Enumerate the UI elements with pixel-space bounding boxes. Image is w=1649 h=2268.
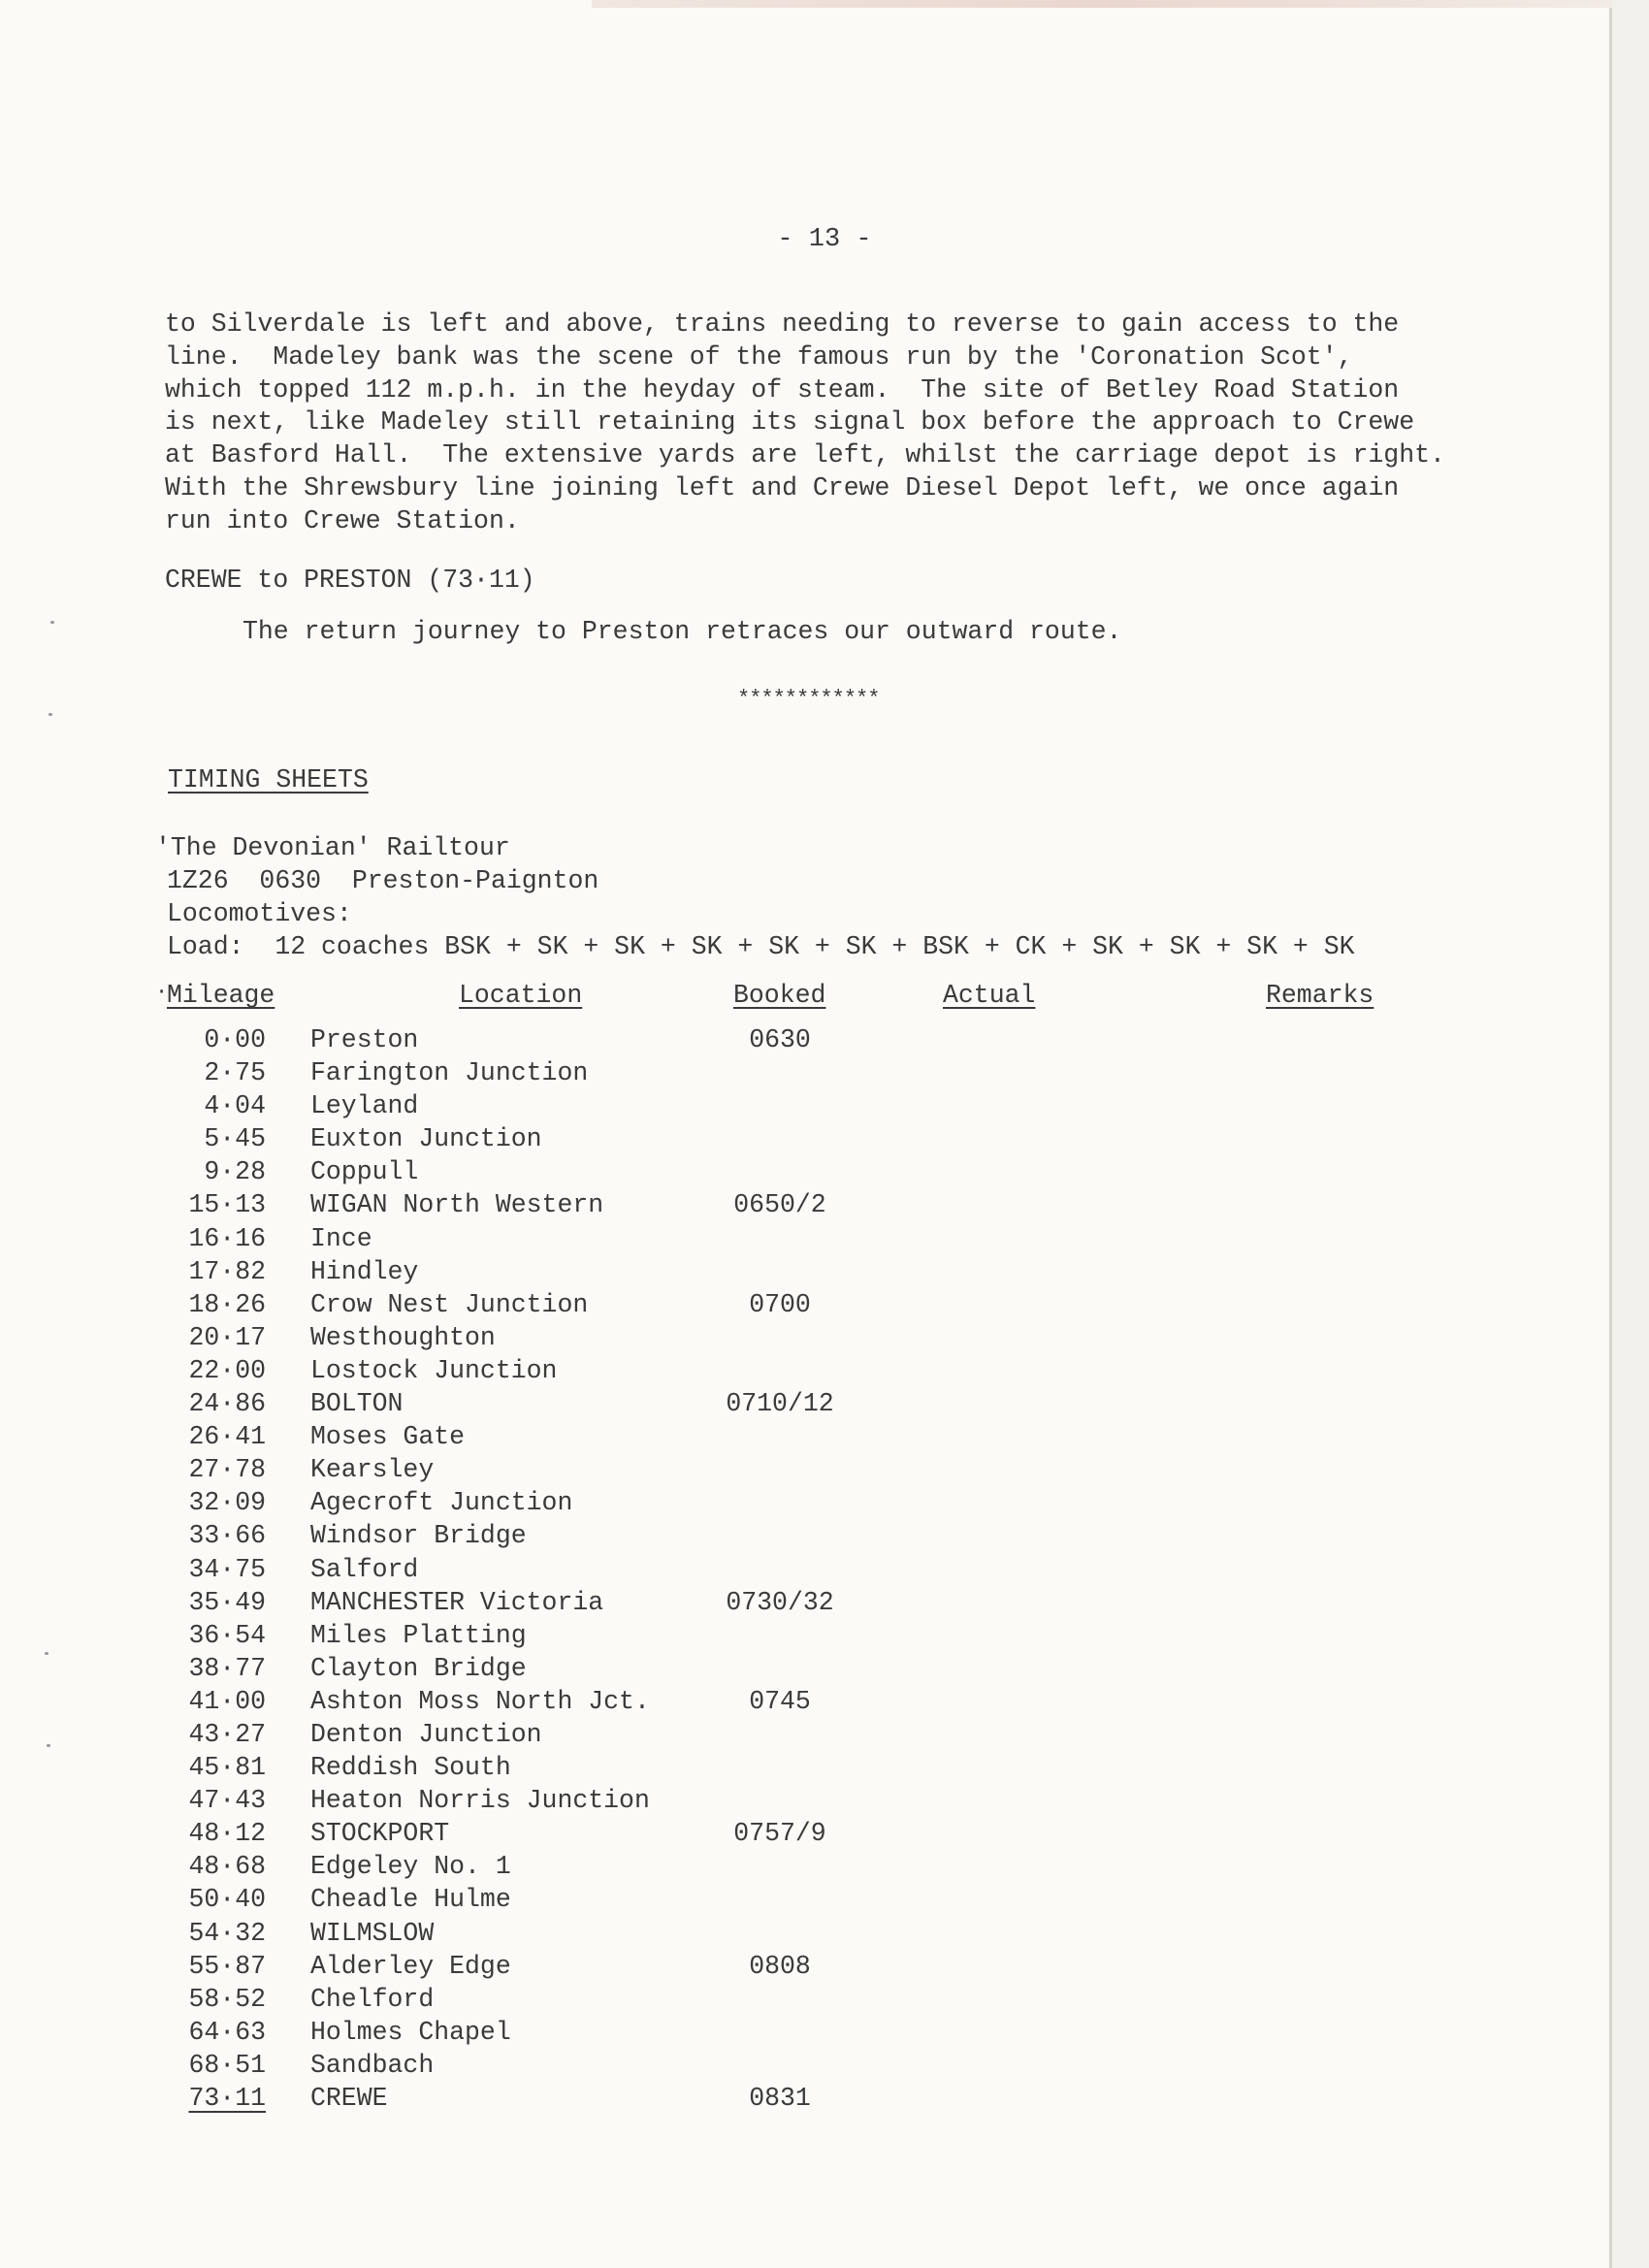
table-row	[0, 1885, 1649, 1918]
tour-name: 'The Devonian' Railtour	[155, 833, 510, 862]
table-row	[0, 1687, 1649, 1720]
location-cell: BOLTON	[310, 1389, 404, 1419]
mileage-cell: 16·16	[188, 1223, 266, 1253]
location-cell: Miles Platting	[310, 1620, 527, 1650]
mileage-cell: 45·81	[188, 1753, 266, 1783]
paragraph-line: at Basford Hall. The extensive yards are left, whilst the carriage depot is right.	[165, 440, 1445, 470]
mileage-cell: 9·28	[204, 1157, 266, 1187]
booked-cell: 0630	[749, 1025, 811, 1054]
table-row	[0, 1323, 1649, 1356]
booked-cell: 0745	[749, 1686, 811, 1716]
location-cell: Heaton Norris Junction	[310, 1786, 650, 1816]
paragraph-line: to Silverdale is left and above, trains needing to reverse to gain access to the	[165, 309, 1400, 339]
booked-cell: 0730/32	[726, 1587, 834, 1617]
table-row	[0, 2051, 1649, 2084]
paragraph-line: line. Madeley bank was the scene of the famous run by the 'Coronation Scot',	[165, 341, 1353, 372]
paper-speck	[48, 713, 52, 716]
table-row	[0, 1190, 1649, 1223]
table-row	[0, 1290, 1649, 1323]
mileage-cell: 54·32	[188, 1918, 266, 1948]
table-row	[0, 1455, 1649, 1488]
mileage-cell: 47·43	[188, 1786, 266, 1816]
location-cell: WIGAN North Western	[310, 1190, 604, 1220]
paper-speck	[45, 1652, 48, 1655]
mileage-cell: 48·12	[188, 1819, 266, 1849]
margin-dot: ·	[155, 980, 169, 1004]
mileage-cell: 48·68	[188, 1852, 266, 1882]
mileage-cell: 55·87	[188, 1951, 266, 1981]
table-row	[0, 1058, 1649, 1091]
table-row	[0, 1224, 1649, 1257]
section-heading: CREWE to PRESTON (73·11)	[165, 566, 535, 595]
mileage-cell: 5·45	[204, 1124, 266, 1154]
location-cell: Edgeley No. 1	[310, 1852, 511, 1882]
table-row	[0, 1025, 1649, 1058]
page-edge-shadow	[592, 0, 1612, 8]
mileage-cell: 36·54	[188, 1620, 266, 1650]
location-cell: Euxton Junction	[310, 1124, 542, 1154]
mileage-cell: 17·82	[188, 1256, 266, 1286]
booked-cell: 0710/12	[726, 1389, 834, 1419]
location-cell: Cheadle Hulme	[310, 1885, 511, 1915]
mileage-cell: 32·09	[188, 1488, 266, 1518]
column-header-location: Location	[459, 981, 583, 1010]
mileage-cell: 34·75	[188, 1554, 266, 1584]
mileage-cell: 15·13	[188, 1190, 266, 1220]
table-row	[0, 1588, 1649, 1621]
location-cell: Windsor Bridge	[310, 1521, 527, 1551]
column-header-remarks: Remarks	[1266, 981, 1374, 1010]
location-cell: Hindley	[310, 1256, 419, 1286]
location-cell: Leyland	[310, 1091, 419, 1121]
mileage-cell: 33·66	[188, 1521, 266, 1551]
column-header-mileage: Mileage	[167, 981, 275, 1010]
mileage-cell: 68·51	[188, 2050, 266, 2080]
location-cell: Westhoughton	[310, 1322, 496, 1352]
location-cell: Ince	[310, 1223, 372, 1253]
mileage-cell: 18·26	[188, 1289, 266, 1319]
mileage-cell: 35·49	[188, 1587, 266, 1617]
booked-cell: 0757/9	[733, 1819, 826, 1849]
locomotives-label: Locomotives:	[167, 899, 352, 928]
mileage-cell: 58·52	[188, 1984, 266, 2014]
paragraph-line: is next, like Madeley still retaining its signal box before the approach to Crewe	[165, 407, 1415, 437]
location-cell: Preston	[310, 1025, 419, 1054]
location-cell: Lostock Junction	[310, 1355, 558, 1385]
table-row	[0, 1819, 1649, 1852]
table-row	[0, 1919, 1649, 1952]
mileage-cell: 38·77	[188, 1653, 266, 1683]
location-cell: WILMSLOW	[310, 1918, 435, 1948]
column-header-booked: Booked	[733, 981, 826, 1010]
table-row	[0, 1157, 1649, 1190]
table-row	[0, 1985, 1649, 2018]
column-header-actual: Actual	[943, 981, 1036, 1010]
mileage-cell: 26·41	[188, 1422, 266, 1452]
location-cell: STOCKPORT	[310, 1819, 450, 1849]
location-cell: Salford	[310, 1554, 419, 1584]
table-row	[0, 1753, 1649, 1786]
table-row	[0, 1488, 1649, 1521]
paragraph-line: run into Crewe Station.	[165, 505, 520, 535]
mileage-cell: 24·86	[188, 1389, 266, 1419]
location-cell: Sandbach	[310, 2050, 435, 2080]
location-cell: Kearsley	[310, 1455, 435, 1485]
mileage-cell: 50·40	[188, 1885, 266, 1915]
location-cell: Ashton Moss North Jct.	[310, 1686, 650, 1716]
route-paragraph	[165, 308, 1523, 538]
mileage-cell: 43·27	[188, 1719, 266, 1749]
table-row	[0, 2084, 1649, 2117]
load-line: Load: 12 coaches BSK + SK + SK + SK + SK + SK + BSK + CK + SK + SK + SK + SK	[167, 932, 1355, 961]
table-row	[0, 1124, 1649, 1157]
table-row	[0, 1786, 1649, 1819]
mileage-cell: 64·63	[188, 2017, 266, 2047]
table-row	[0, 1422, 1649, 1455]
location-cell: Alderley Edge	[310, 1951, 511, 1981]
mileage-cell: 2·75	[204, 1058, 266, 1088]
booked-cell: 0650/2	[733, 1190, 826, 1220]
mileage-cell: 0·00	[204, 1025, 266, 1054]
mileage-cell: 73·11	[188, 2084, 266, 2113]
table-row	[0, 2018, 1649, 2051]
paragraph-line: With the Shrewsbury line joining left and Crewe Diesel Depot left, we once again	[165, 472, 1400, 502]
table-row	[0, 1521, 1649, 1554]
return-journey-text: The return journey to Preston retraces our outward route.	[242, 617, 1122, 646]
location-cell: Agecroft Junction	[310, 1488, 573, 1518]
paragraph-line: which topped 112 m.p.h. in the heyday of steam. The site of Betley Road Station	[165, 374, 1400, 405]
table-row	[0, 1555, 1649, 1588]
paper-speck	[50, 621, 54, 624]
booked-cell: 0700	[749, 1289, 811, 1319]
booked-cell: 0808	[749, 1951, 811, 1981]
mileage-cell: 27·78	[188, 1455, 266, 1485]
timing-sheets-title: TIMING SHEETS	[168, 765, 369, 794]
location-cell: Holmes Chapel	[310, 2017, 511, 2047]
table-row	[0, 1720, 1649, 1753]
asterisk-divider: ************	[737, 687, 880, 711]
paper-speck	[47, 1744, 50, 1747]
location-cell: Reddish South	[310, 1753, 511, 1783]
location-cell: Chelford	[310, 1984, 435, 2014]
table-row	[0, 1356, 1649, 1389]
booked-cell: 0831	[749, 2084, 811, 2113]
location-cell: Farington Junction	[310, 1058, 589, 1088]
table-row	[0, 1389, 1649, 1422]
table-row	[0, 1257, 1649, 1290]
mileage-cell: 22·00	[188, 1355, 266, 1385]
mileage-cell: 41·00	[188, 1686, 266, 1716]
train-reporting: 1Z26 0630 Preston-Paignton	[167, 866, 599, 895]
page-number: - 13 -	[777, 225, 872, 254]
location-cell: MANCHESTER Victoria	[310, 1587, 604, 1617]
table-row	[0, 1654, 1649, 1687]
location-cell: Crow Nest Junction	[310, 1289, 589, 1319]
mileage-cell: 20·17	[188, 1322, 266, 1352]
location-cell: Coppull	[310, 1157, 419, 1187]
timing-table	[0, 1025, 1649, 2117]
table-row	[0, 1621, 1649, 1654]
table-row	[0, 1852, 1649, 1885]
table-row	[0, 1091, 1649, 1124]
tour-details	[155, 831, 1355, 963]
location-cell: Moses Gate	[310, 1422, 466, 1452]
location-cell: Denton Junction	[310, 1719, 542, 1749]
mileage-cell: 4·04	[204, 1091, 266, 1121]
location-cell: Clayton Bridge	[310, 1653, 527, 1683]
table-row	[0, 1952, 1649, 1985]
location-cell: CREWE	[310, 2084, 388, 2113]
